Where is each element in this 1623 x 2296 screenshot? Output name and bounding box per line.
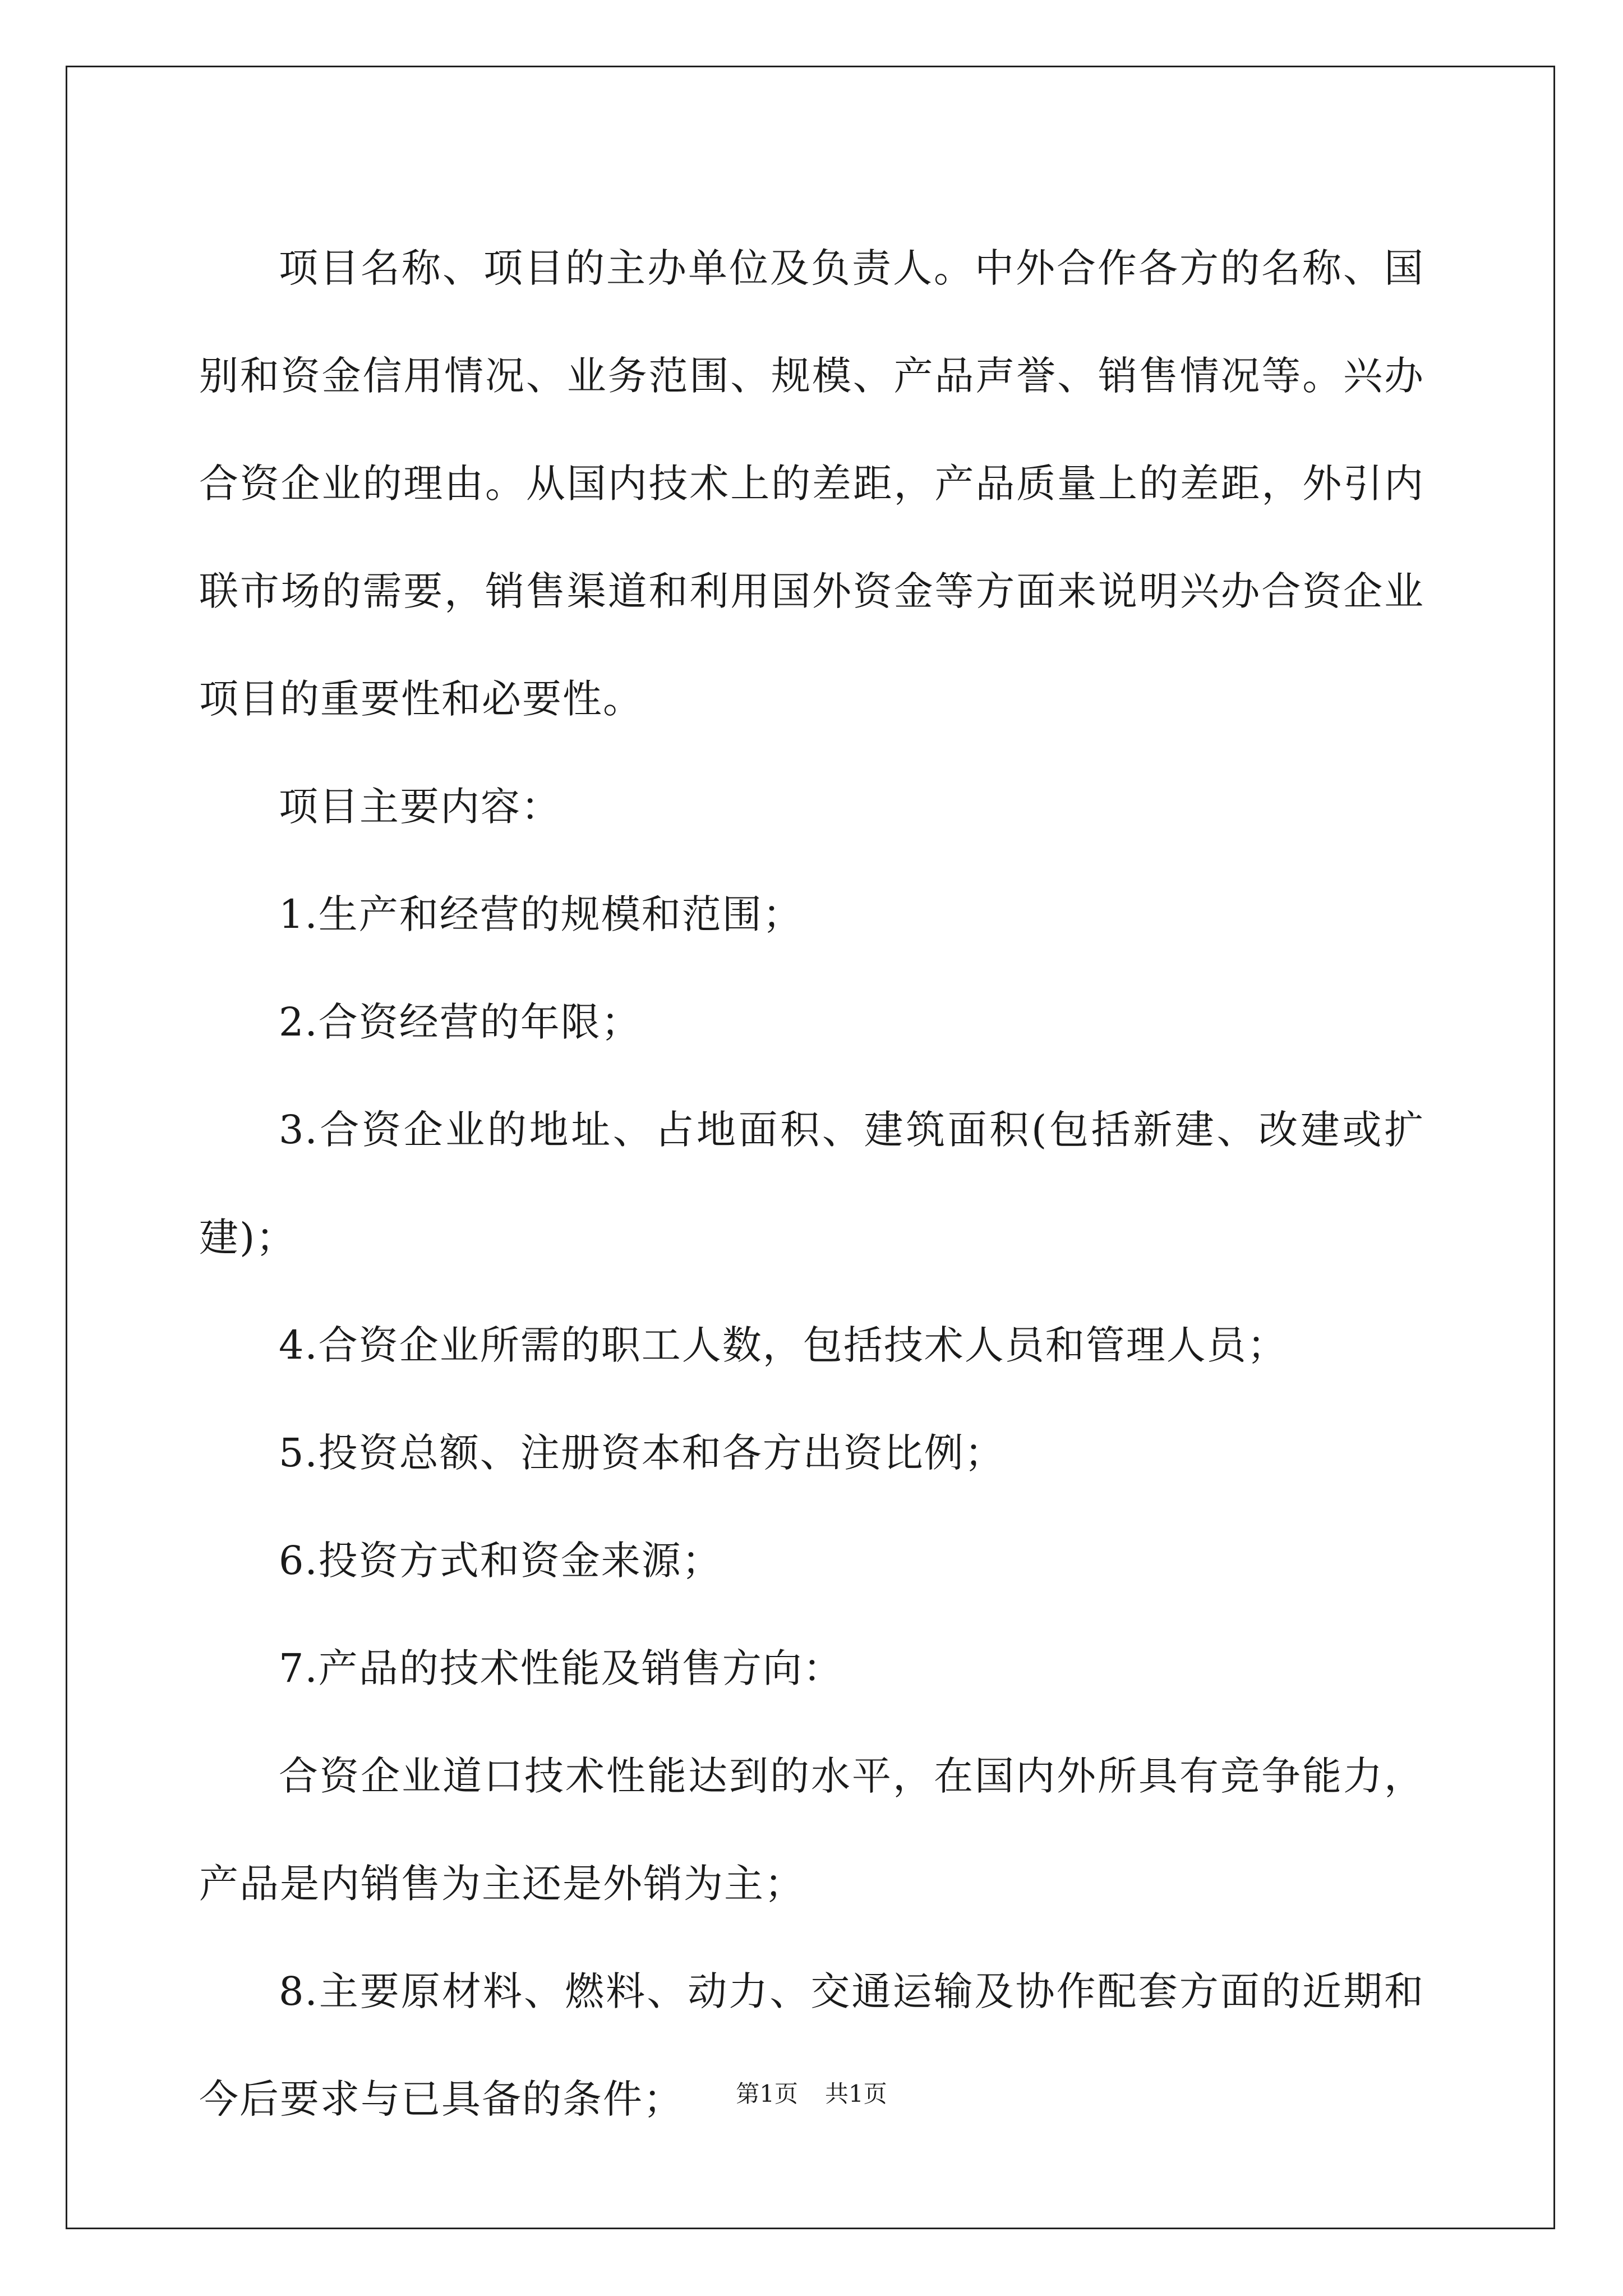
list-item-6: 6.投资方式和资金来源；: [279, 1538, 722, 1584]
paragraph-main-content-heading: 项目主要内容：: [279, 784, 561, 830]
document-body: [199, 214, 1424, 2153]
list-item-5: 5.投资总额、注册资本和各方出资比例；: [279, 1430, 1005, 1476]
list-item-7: 7.产品的技术性能及销售方向：: [279, 1645, 843, 1691]
list-item-3: 3.合资企业的地址、占地面积、建筑面积(包括新建、改建或扩建)；: [199, 1107, 1424, 1260]
list-item-1: 1.生产和经营的规模和范围；: [279, 891, 803, 937]
page-total: 共1页: [825, 2080, 887, 2108]
page-number: 第1页: [736, 2080, 798, 2108]
page-footer: [0, 2076, 1623, 2109]
list-item-2: 2.合资经营的年限；: [279, 999, 642, 1045]
paragraph-project-intro: 项目名称、项目的主办单位及负责人。中外合作各方的名称、国别和资金信用情况、业务范围、规模、产品声誉、销售情况等。兴办合资企业的理由。从国内技术上的差距，产品质量上的差距，外引内联市场的需要，销售渠道和利用国外资金等方面来说明兴办合资企业项目的重要性和必要性。: [199, 245, 1424, 722]
list-item-4: 4.合资企业所需的职工人数，包括技术人员和管理人员；: [279, 1322, 1288, 1368]
list-item-8: 8.主要原材料、燃料、动力、交通运输及协作配套方面的近期和今后要求与已具备的条件；: [199, 1968, 1424, 2122]
paragraph-tech-performance: 合资企业道口技术性能达到的水平，在国内外所具有竞争能力，产品是内销售为主还是外销为主；: [199, 1753, 1424, 1907]
